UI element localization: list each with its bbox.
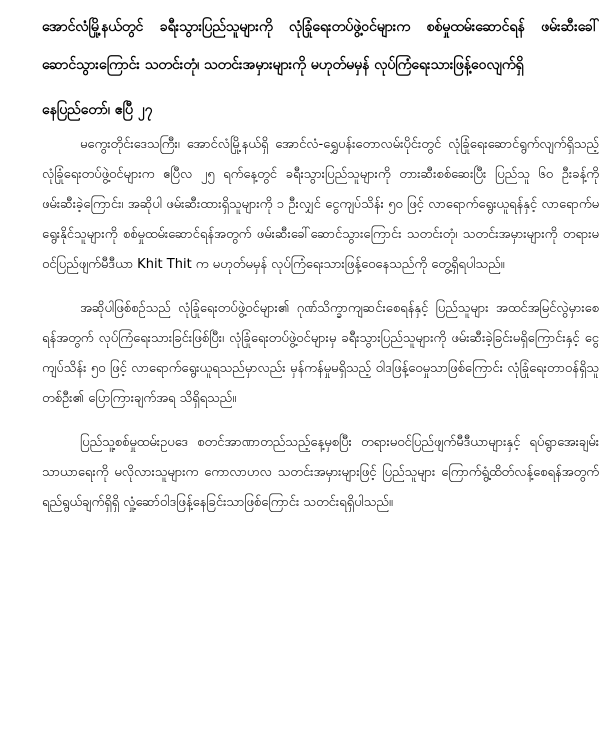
article-headline: အောင်လံမြို့နယ်တွင် ခရီးသွားပြည်သူများကို လုံခြုံရေးတပ်ဖွဲ့ဝင်များက စစ်မှုထမ်းဆောင်ရန် ဖမ်းဆီးခေါ်ဆောင်သွားကြောင်း သတင်းတုံ၊ သတင်းအမှားများကို မဟုတ်မမှန် လုပ်ကြံရေးသားဖြန့်ဝေလျက်ရှိ [42,19,599,73]
article-paragraph: ပြည်သူ့စစ်မှုထမ်းဥပဒေ စတင်အာဏာတည်သည့်နေ့မှစပြီး တရားမဝင်ပြည်ဖျက်မီဒီယာများနှင့် ရပ်ရွာအေးချမ်းသာယာရေးကို မလိုလားသူများက ကောလာဟလ သတင်းအမှားများဖြင့် ပြည်သူများ ကြောက်ရွံ့ထိတ်လန့်စေရန်အတွက် ရည်ရွယ်ချက်ရှိရှိ လှုံ့ဆော်ဝါဒဖြန့်နေခြင်းသာဖြစ်ကြောင်း သတင်းရရှိပါသည်။ [42,435,599,510]
article-paragraph: အဆိုပါဖြစ်စဉ်သည် လုံခြုံရေးတပ်ဖွဲ့ဝင်များ၏ ဂုဏ်သိက္ခာကျဆင်းစေရန်နှင့် ပြည်သူများ အထင်အမြင်လွဲမှားစေရန်အတွက် လုပ်ကြံရေးသားခြင်းဖြစ်ပြီး၊ လုံခြုံရေးတပ်ဖွဲ့ဝင်များမှ ခရီးသွားပြည်သူများကို ဖမ်းဆီးခဲ့ခြင်းမရှိကြောင်းနှင့် ငွေကျပ်သိန်း ၅၀ ဖြင့် လာရောက်ရွေးယူရသည်မှာလည်း မှန်ကန်မှုမရှိသည့် ဝါဒဖြန့်ဝေမှုသာဖြစ်ကြောင်း လုံခြုံရေးတာဝန်ရှိသူတစ်ဦး၏ ပြောကြားချက်အရ သိရှိရသည်။ [42,301,599,406]
article-dateline: နေပြည်တော်၊ ဧပြီ ၂၇ [42,102,153,118]
article-paragraph: မကွေးတိုင်းဒေသကြီး၊ အောင်လံမြို့နယ်ရှိ အောင်လံ-ရွှေပန်းတောလမ်းပိုင်းတွင် လုံခြုံရေးဆောင်ရွက်လျက်ရှိသည့် လုံခြုံရေးတပ်ဖွဲ့ဝင်များက ဧပြီလ ၂၅ ရက်နေ့တွင် ခရီးသွားပြည်သူများကို တားဆီးစစ်ဆေးပြီး ပြည်သူ ၆၀ ဦးခန့်ကို ဖမ်းဆီးခဲ့ကြောင်း၊ အဆိုပါ ဖမ်းဆီးထားရှိသူများကို ၁ ဦးလျှင် ငွေကျပ်သိန်း ၅၀ ဖြင့် လာရောက်ရွေးယူရန်နှင့် လာရောက်မရွေးနိုင်သူများကို စစ်မှုထမ်းဆောင်ရန်အတွက် ဖမ်းဆီးခေါ်ဆောင်သွားကြောင်း သတင်းတုံ၊ သတင်းအမှားများကို တရားမဝင်ပြည်ဖျက်မီဒီယာ Khit Thit က မဟုတ်မမှန် လုပ်ကြံရေးသားဖြန့်ဝေနေသည်ကို တွေ့ရှိရပါသည်။ [42,137,599,272]
